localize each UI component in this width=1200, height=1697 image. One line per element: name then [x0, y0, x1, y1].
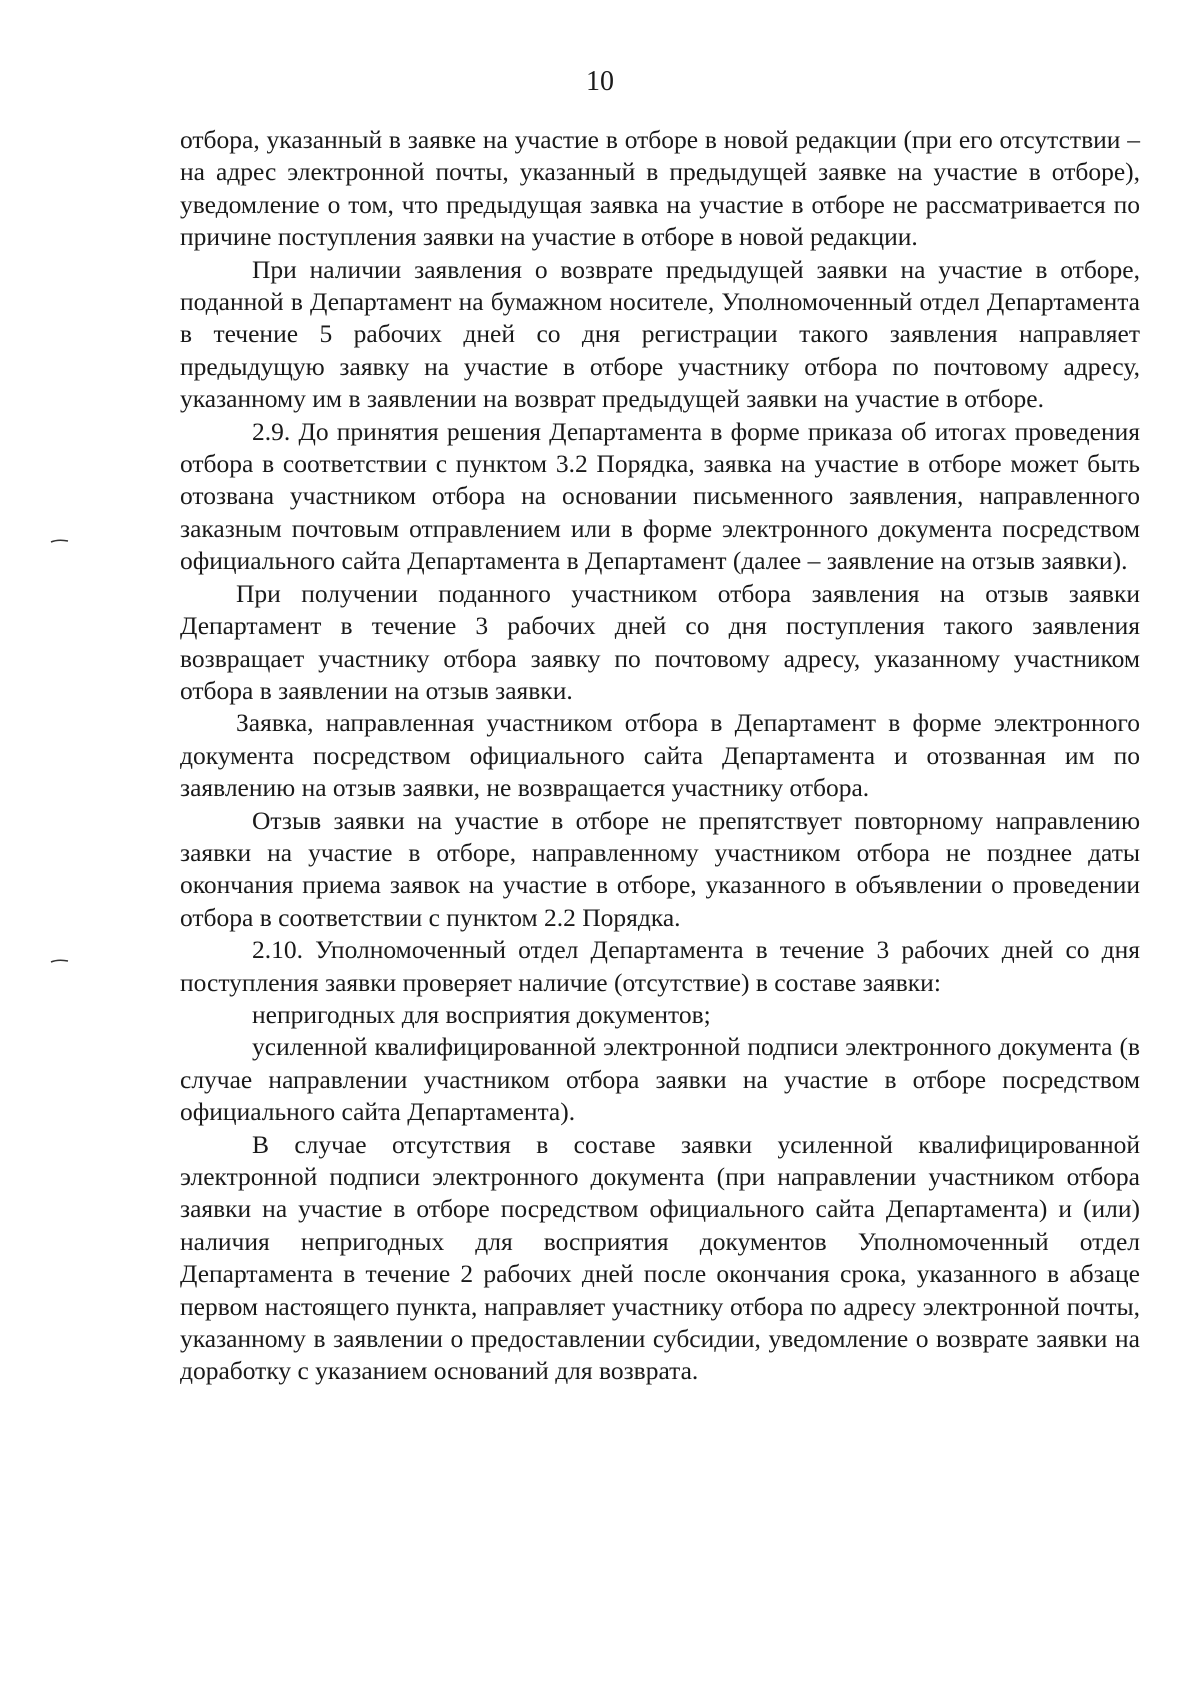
scan-mark — [50, 958, 70, 964]
paragraph: 2.10. Уполномоченный отдел Департамента в течение 3 рабочих дней со дня поступления заявки проверяет наличие (отсутствие) в составе заявки: — [180, 935, 1140, 997]
paragraph: усиленной квалифицированной электронной подписи электронного документа (в случае направлении участником отбора заявки на участие в отборе посредством официального сайта Департамента). — [180, 1032, 1140, 1127]
paragraph: В случае отсутствия в составе заявки усиленной квалифицированной электронной подписи электронного документа (при направлении участником отбора заявки на участие в отборе посредством официального сайта Департамента) и (или) наличия непригодных для восприятия документов Уполномоченный отдел Департамента в течение 2 рабочих дней после окончания срока, указанного в абзаце первом настоящего пункта, направляет участнику отбора по адресу электронной почты, указанному в заявлении о предоставлении субсидии, уведомление о возврате заявки на доработку с указанием оснований для возврата. — [180, 1129, 1140, 1386]
paragraph: непригодных для восприятия документов; — [252, 999, 711, 1029]
page-number: 10 — [586, 66, 614, 97]
document-body — [180, 124, 1140, 1388]
paragraph: При получении поданного участником отбора заявления на отзыв заявки Департамент в течение 3 рабочих дней со дня поступления такого заявления возвращает участнику отбора заявку по почтовому адресу, указанному участником отбора в заявлении на отзыв заявки. — [180, 578, 1140, 705]
paragraph: При наличии заявления о возврате предыдущей заявки на участие в отборе, поданной в Департамент на бумажном носителе, Уполномоченный отдел Департамента в течение 5 рабочих дней со дня регистрации такого заявления направляет предыдущую заявку на участие в отборе участнику отбора по почтовому адресу, указанному им в заявлении на возврат предыдущей заявки на участие в отборе. — [180, 254, 1140, 414]
scan-mark — [50, 538, 70, 544]
paragraph: Отзыв заявки на участие в отборе не препятствует повторному направлению заявки на участие в отборе, направленному участником отбора не позднее даты окончания приема заявок на участие в отборе, указанного в объявлении о проведении отбора в соответствии с пунктом 2.2 Порядка. — [180, 805, 1140, 932]
paragraph: отбора, указанный в заявке на участие в отборе в новой редакции (при его отсутствии – на адрес электронной почты, указанный в предыдущей заявке на участие в отборе), уведомление о том, что предыдущая заявка на участие в отборе не рассматривается по причине поступления заявки на участие в отборе в новой редакции. — [180, 125, 1140, 252]
paragraph: 2.9. До принятия решения Департамента в форме приказа об итогах проведения отбора в соответствии с пунктом 3.2 Порядка, заявка на участие в отборе может быть отозвана участником отбора на основании письменного заявления, направленного заказным почтовым отправлением или в форме электронного документа посредством официального сайта Департамента в Департамент (далее – заявление на отзыв заявки). — [180, 416, 1140, 576]
paragraph: Заявка, направленная участником отбора в Департамент в форме электронного документа посредством официального сайта Департамента и отозванная им по заявлению на отзыв заявки, не возвращается участнику отбора. — [180, 708, 1140, 803]
